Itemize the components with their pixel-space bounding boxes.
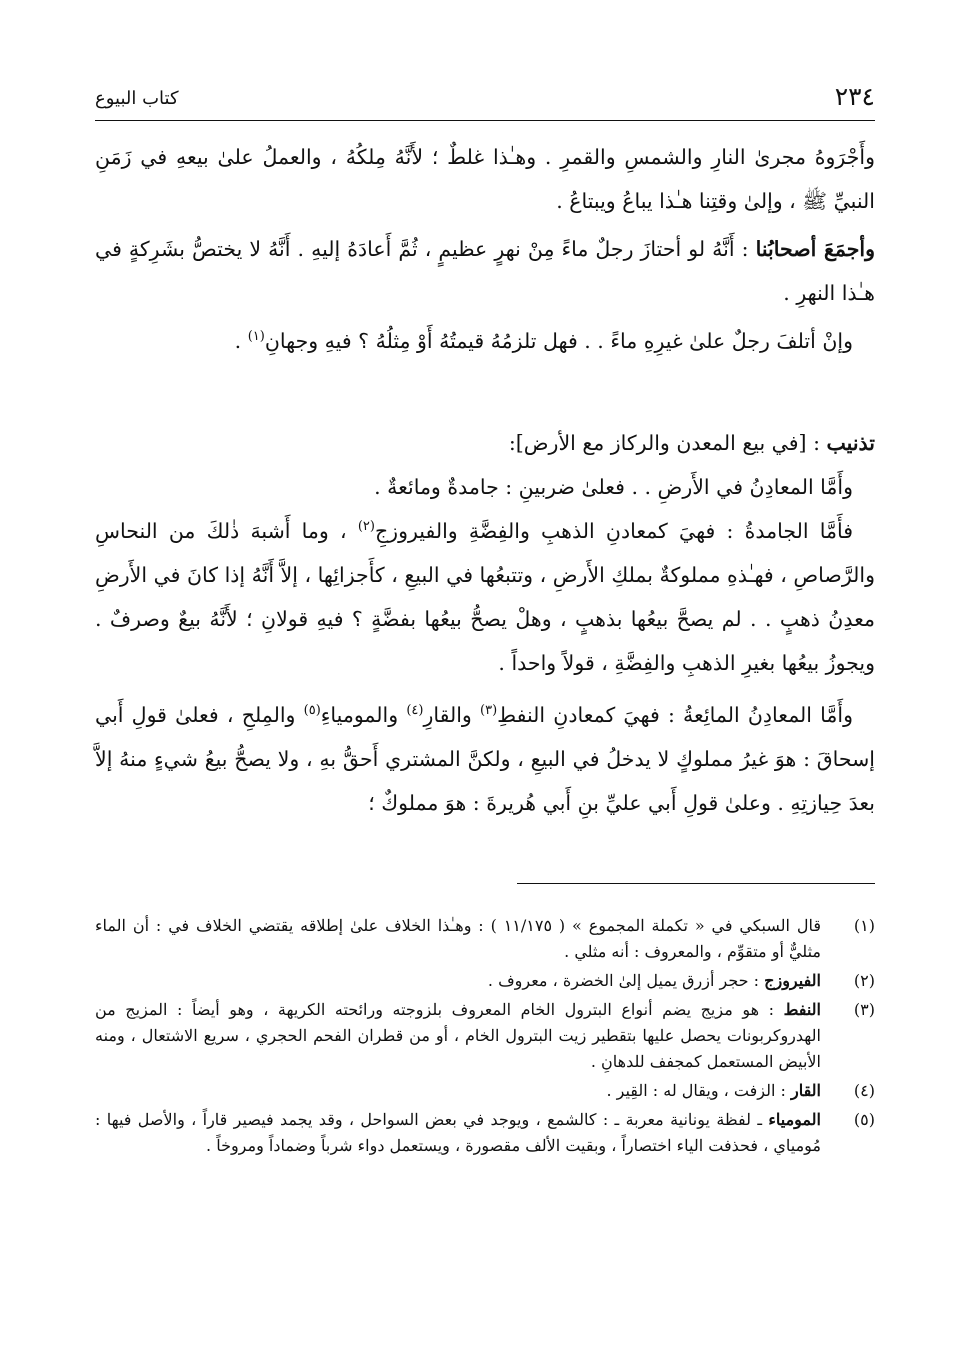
main-text	[95, 135, 875, 825]
footnote-text: ـ لفظة يونانية معربة ـ : كالشمع ، ويوجد في بعض السواحل ، وقد يجمد فيصير قاراً ، والأصل فيها : مُومياي ، فحذفت الياء اختصاراً ، وبقيت الألف مقصورة ، ويستعمل دواء شرباً وضماداً ومروخاً .	[95, 1110, 821, 1155]
paragraph-text: وأَمَّا المعادِنُ في الأَرضِ . . فعلىٰ ضربينِ : جامدةٌ ومائعةٌ .	[374, 475, 853, 499]
paragraph-text: والمِلحِ ، فعلىٰ قولِ أَبي إسحاقَ : هوَ غيرُ مملوكٍ لا يدخلُ في البيعِ ، ولكنَّ المشتري أَحقُّ بهِ ، ولا يصحُّ بيعُ شيءٍ منهُ إلاَّ بعدَ حِيازتِهِ . وعلىٰ قولِ أَبي عليِّ بنِ أَبي هُريرةَ : هوَ مملوكٌ ؛	[95, 703, 875, 815]
page-number: ٢٣٤	[834, 82, 875, 111]
footnote	[95, 997, 875, 1075]
paragraph-text: والقارِ	[423, 703, 481, 727]
paragraph	[95, 135, 875, 223]
footnote-divider	[517, 883, 875, 884]
footnote-term: القار	[790, 1081, 821, 1100]
footnote-text: : هو مزيج يضم أنواع البترول الخام المعروف بلزوجته ورائحته الكريهة ، وهو أيضاً : المزيج من الهدروكربونات يحصل عليها بتقطير زيت البترول الخام ، أو من قطران الفحم الحجري ، سريع الاشتعال ، ومنه الأبيض المستعمل كمجفف للدهانِ .	[95, 1000, 821, 1071]
footnote-ref[interactable]: (٣)	[480, 703, 498, 719]
footnote-ref[interactable]: (٤)	[406, 703, 424, 719]
footnote-text: : الزفت ، ويقال له : القِير .	[606, 1081, 791, 1100]
heading-label: تذنيب	[826, 431, 875, 455]
footnote-number: (٢)	[853, 971, 875, 990]
footnote	[95, 968, 875, 994]
footnote-text: قال السبكي في « تكملة المجموع » ( ١١/١٧٥ ) : وهـٰذا الخلاف علىٰ إطلاقه يقتضي الخلاف في : أن الماء مثليٌّ أو متقوِّم ، والمعروف : أنه مثلي .	[95, 916, 821, 961]
paragraph-text: وأَجْرَوهُ مجرىٰ النارِ والشمسِ والقمرِ . وهـٰذا غلطٌ ؛ لأَنَّهُ مِلكُهُ ، والعملُ علىٰ بيعهِ في زَمَنِ النبيِّ ﷺ ، وإلىٰ وقتِنا هـٰذا يباعُ ويبتاعُ .	[95, 145, 875, 213]
footnote	[95, 1078, 875, 1104]
running-title: كتاب البيوع	[95, 88, 179, 109]
paragraph	[95, 465, 875, 509]
lead-phrase: وأجمَعَ أصحابُنا	[755, 237, 875, 261]
footnote-term: المومياء	[768, 1110, 821, 1129]
footnote	[95, 1107, 875, 1159]
footnotes	[95, 913, 875, 1162]
footnote	[95, 913, 875, 965]
paragraph-text: والمومياءِ	[320, 703, 407, 727]
paragraph	[95, 693, 875, 825]
paragraph	[95, 319, 875, 363]
section-heading	[95, 421, 875, 465]
footnote-number: (٣)	[853, 1000, 875, 1019]
heading-text: : [في بيع المعدن والركاز مع الأرض]:	[508, 431, 827, 455]
paragraph-text: ، وما أَشبهَ ذٰلكَ من النحاسِ والرَّصاصِ ، فهـٰذهِ مملوكةٌ بملكِ الأَرضِ ، وتتبعُها في البيعِ ، كأَجزائِها ، إلاَّ أَنَّهُ إذا كانَ في الأَرضِ معدِنُ ذهبٍ . . لم يصحَّ بيعُها بذهبٍ ، وهلْ يصحُّ بيعُها بفضَّةٍ ؟ فيهِ قولانِ ؛ لأَنَّهُ بيعٌ وصرفٌ . ويجوزُ بيعُها بغيرِ الذهبِ والفِضَّةِ ، قولاً واحداً .	[95, 519, 875, 675]
paragraph-text: .	[234, 329, 248, 353]
footnote-number: (٥)	[853, 1110, 875, 1129]
footnote-ref[interactable]: (٢)	[357, 519, 375, 535]
footnote-text: : حجر أزرق يميل إلىٰ الخضرة ، معروف .	[487, 971, 765, 990]
footnote-number: (١)	[853, 916, 875, 935]
page-header	[95, 80, 875, 121]
paragraph	[95, 509, 875, 685]
footnote-term: الفيروزج	[764, 971, 821, 990]
paragraph	[95, 227, 875, 315]
footnote-term: النفط	[783, 1000, 821, 1019]
paragraph-text: وإنْ أتلفَ رجلٌ علىٰ غيرِهِ ماءً . . فهل تلزمُهُ قيمتُهُ أَوْ مِثلُهُ ؟ فيهِ وجهانِ	[264, 329, 853, 353]
paragraph-text: فأَمَّا الجامدةُ : فهيَ كمعادنِ الذهبِ والفِضَّةِ والفيروزجِ	[374, 519, 853, 543]
footnote-ref[interactable]: (١)	[247, 329, 265, 345]
footnote-ref[interactable]: (٥)	[303, 703, 321, 719]
footnote-number: (٤)	[853, 1081, 875, 1100]
book-page	[95, 80, 875, 1155]
paragraph-text: وأَمَّا المعادِنُ المائِعةُ : فهيَ كمعادنِ النفطِ	[497, 703, 854, 727]
paragraph-text: : أَنَّهُ لو أحتازَ رجلٌ ماءً مِنْ نهرٍ عظيمٍ ، ثُمَّ أَعادَهُ إليهِ . أَنَّهُ لا يختصُّ بشَرِكةٍ في هـٰذا النهرِ .	[95, 237, 875, 305]
